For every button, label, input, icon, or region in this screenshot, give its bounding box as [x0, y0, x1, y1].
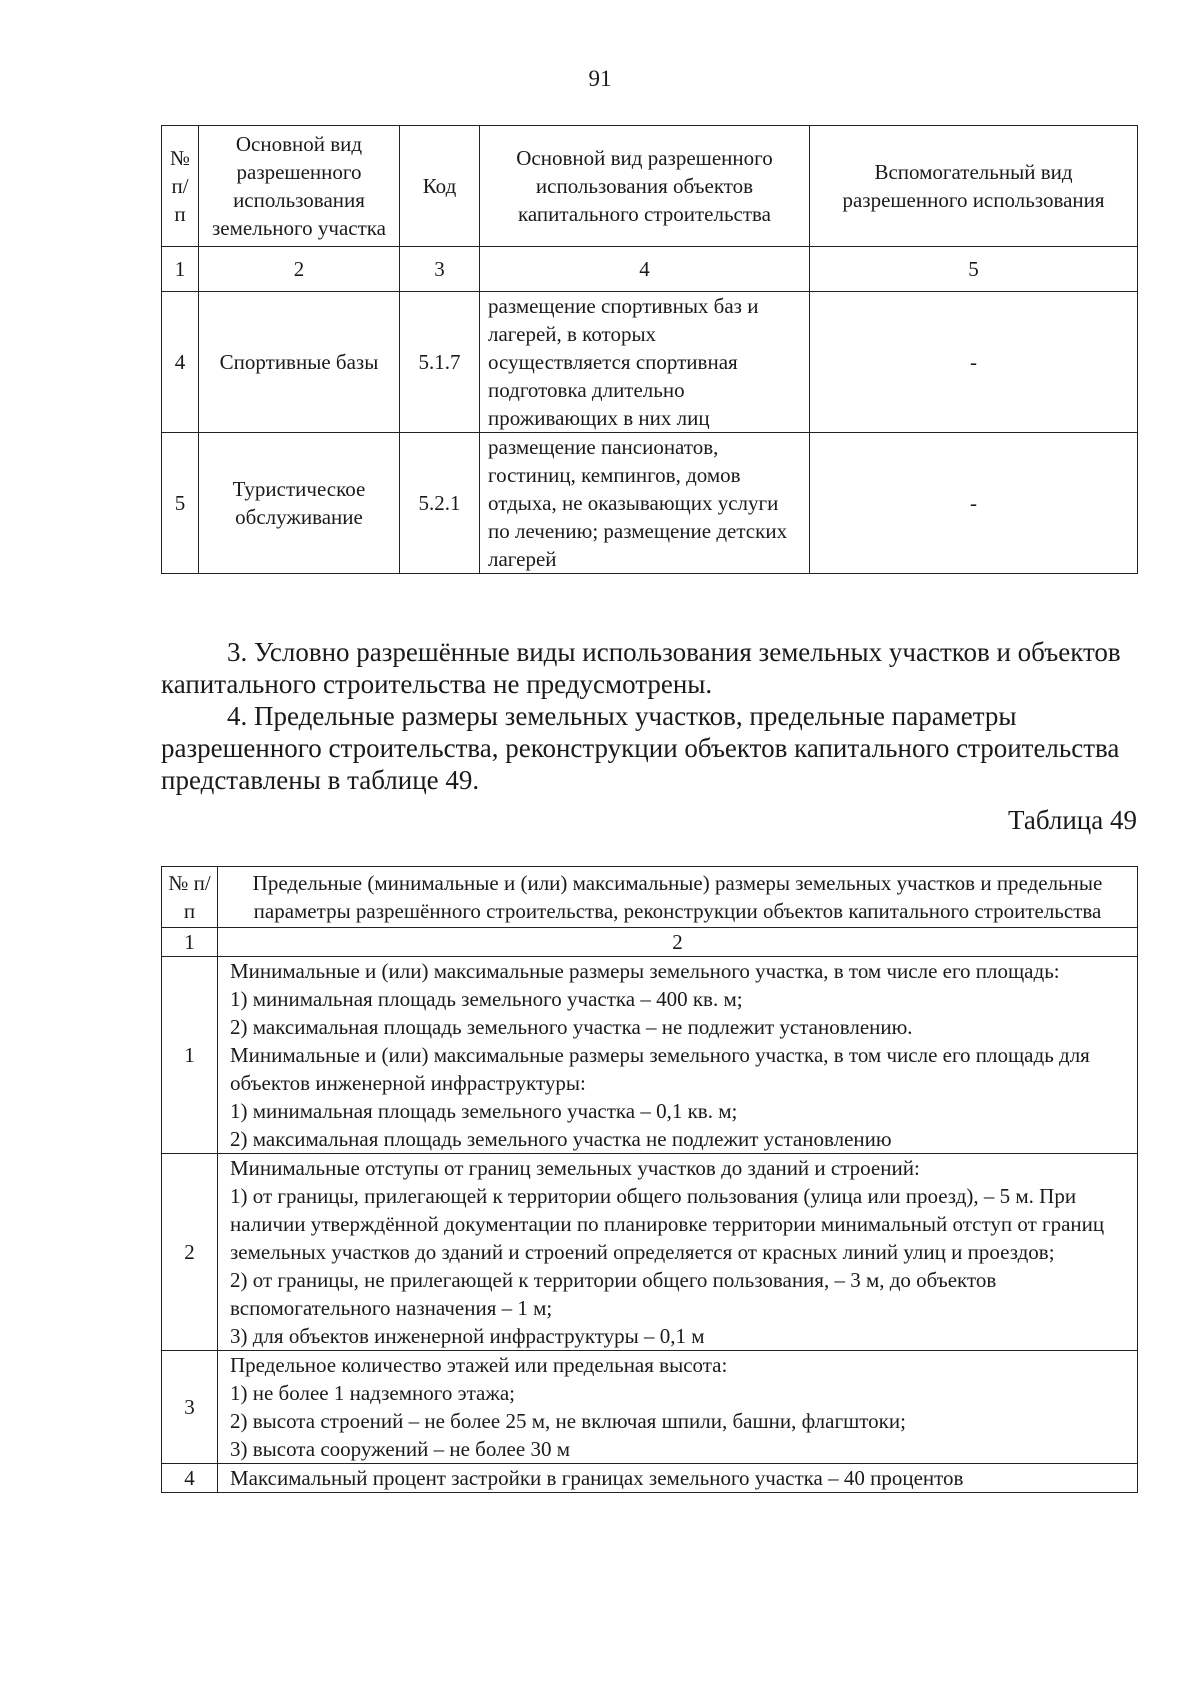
table-row — [162, 957, 1138, 1154]
parameter-cell — [218, 1464, 1138, 1493]
table-row — [162, 433, 1138, 574]
column-number: 5 — [810, 247, 1138, 292]
use-description: размещение пансионатов, гостиниц, кемпингов, домов отдыха, не оказывающих услуги по лечению; размещение детских лагерей — [480, 433, 810, 574]
column-number: 1 — [162, 247, 199, 292]
parameter-line: 2) от границы, не прилегающей к территории общего пользования, – 3 м, до объектов вспомогательного назначения – 1 м; — [230, 1268, 997, 1320]
header-cell: Вспомогательный вид разрешенного использования — [810, 126, 1138, 247]
parameter-line: 1) минимальная площадь земельного участка – 0,1 кв. м; — [230, 1099, 738, 1123]
parameter-cell — [218, 957, 1138, 1154]
parameter-line: 2) высота строений – не более 25 м, не включая шпили, башни, флагштоки; — [230, 1409, 906, 1433]
parameter-line: 2) максимальная площадь земельного участка – не подлежит установлению. — [230, 1015, 913, 1039]
use-type-name: Спортивные базы — [199, 292, 400, 433]
land-use-table — [161, 125, 1138, 574]
parameter-line: Минимальные и (или) максимальные размеры земельного участка, в том числе его площадь для объектов инженерной инфраструктуры: — [230, 1043, 1090, 1095]
use-type-name: Туристическое обслуживание — [199, 433, 400, 574]
parameter-line: Предельное количество этажей или предельная высота: — [230, 1353, 728, 1377]
auxiliary-use: - — [810, 292, 1138, 433]
column-number-row — [162, 928, 1138, 957]
table-row — [162, 292, 1138, 433]
parameter-line: 1) от границы, прилегающей к территории общего пользования (улица или проезд), – 5 м. При наличии утверждённой документации по планировке территории минимальный отступ от границ земельных участков до зданий и строений определяется от красных линий улиц и проездов; — [230, 1184, 1105, 1264]
column-number-row — [162, 247, 1138, 292]
paragraph-3: 3. Условно разрешённые виды использования земельных участков и объектов капитального строительства не предусмотрены. — [161, 637, 1121, 699]
parameter-cell — [218, 1351, 1138, 1464]
table-caption: Таблица 49 — [1008, 805, 1137, 835]
paragraph-4: 4. Предельные размеры земельных участков, предельные параметры разрешенного строительства, реконструкции объектов капитального строительства представлены в таблице 49. — [161, 701, 1120, 795]
parameter-line: 2) максимальная площадь земельного участка не подлежит установлению — [230, 1127, 892, 1151]
use-code: 5.1.7 — [400, 292, 480, 433]
parameter-line: Минимальные и (или) максимальные размеры земельного участка, в том числе его площадь: — [230, 959, 1060, 983]
use-description: размещение спортивных баз и лагерей, в которых осуществляется спортивная подготовка длительно проживающих в них лиц — [480, 292, 810, 433]
column-number: 2 — [218, 928, 1138, 957]
parameter-line: 3) для объектов инженерной инфраструктуры – 0,1 м — [230, 1324, 705, 1348]
header-cell: Код — [400, 126, 480, 247]
column-number: 3 — [400, 247, 480, 292]
table-row — [162, 1351, 1138, 1464]
header-cell: Основной вид разрешенного использования земельного участка — [199, 126, 400, 247]
row-number: 5 — [162, 433, 199, 574]
parameter-line: 1) не более 1 надземного этажа; — [230, 1381, 515, 1405]
parameter-cell — [218, 1154, 1138, 1351]
page-number: 91 — [588, 66, 612, 91]
parameter-line: 3) высота сооружений – не более 30 м — [230, 1437, 570, 1461]
column-number: 1 — [162, 928, 218, 957]
column-number: 2 — [199, 247, 400, 292]
auxiliary-use: - — [810, 433, 1138, 574]
header-cell: Основной вид разрешенного использования объектов капитального строительства — [480, 126, 810, 247]
column-number: 4 — [480, 247, 810, 292]
table-header-row — [162, 867, 1138, 928]
use-code: 5.2.1 — [400, 433, 480, 574]
row-number: 3 — [162, 1351, 218, 1464]
table-header-row — [162, 126, 1138, 247]
row-number: 4 — [162, 292, 199, 433]
header-cell: № п/п — [162, 867, 218, 928]
header-cell: № п/п — [162, 126, 199, 247]
table-row — [162, 1464, 1138, 1493]
parameter-line: Минимальные отступы от границ земельных участков до зданий и строений: — [230, 1156, 920, 1180]
row-number: 2 — [162, 1154, 218, 1351]
parameters-table — [161, 866, 1138, 1493]
table-row — [162, 1154, 1138, 1351]
parameter-line: Максимальный процент застройки в границах земельного участка – 40 процентов — [230, 1466, 964, 1490]
row-number: 4 — [162, 1464, 218, 1493]
row-number: 1 — [162, 957, 218, 1154]
header-cell: Предельные (минимальные и (или) максимальные) размеры земельных участков и предельные параметры разрешённого строительства, реконструкции объектов капитального строительства — [218, 867, 1138, 928]
parameter-line: 1) минимальная площадь земельного участка – 400 кв. м; — [230, 987, 743, 1011]
